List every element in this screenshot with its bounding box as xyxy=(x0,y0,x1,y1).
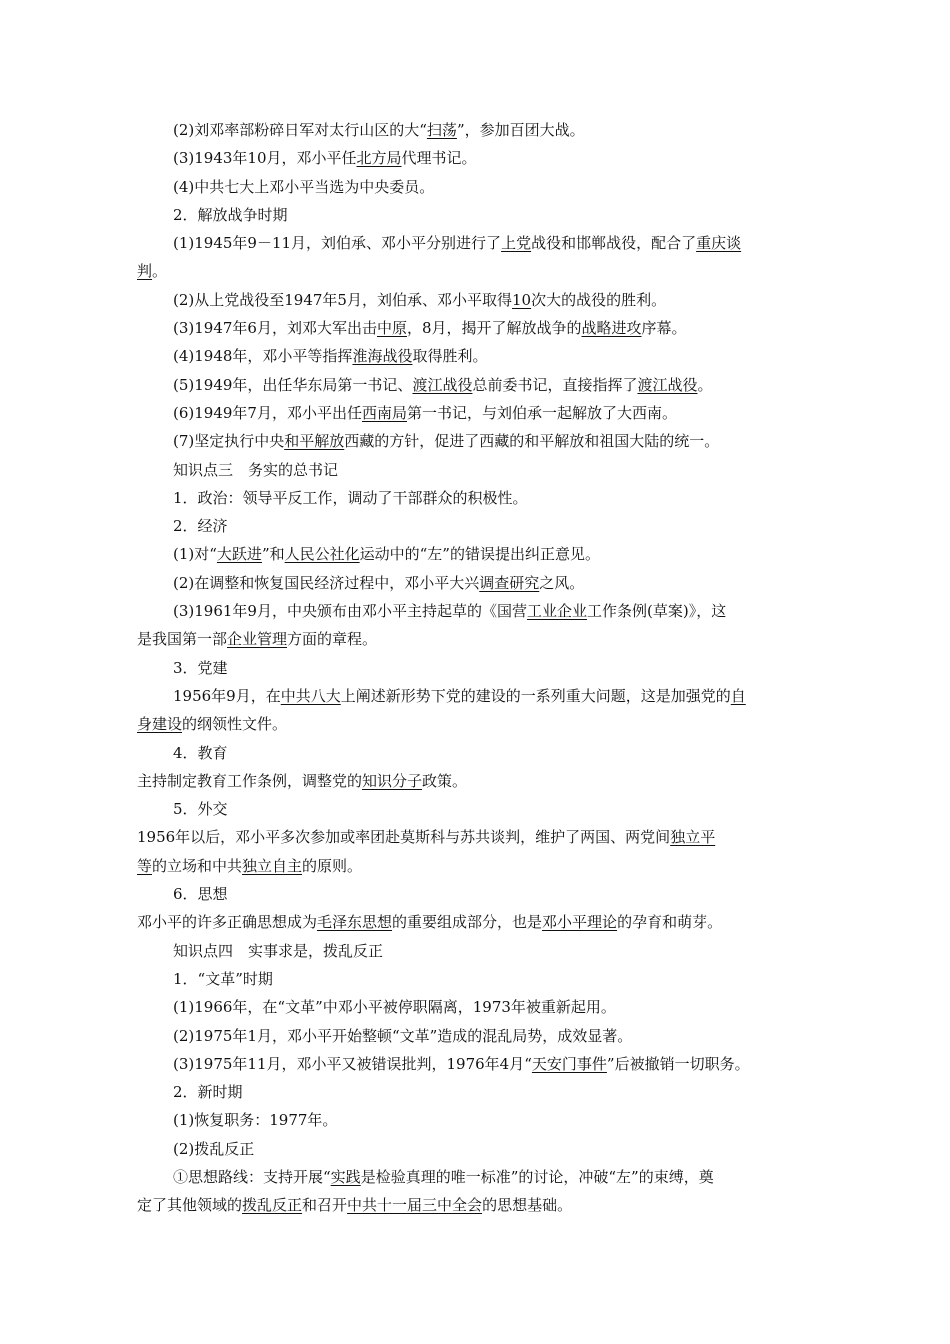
text-segment: 知识点四 实事求是，拨乱反正 xyxy=(173,941,384,960)
text-segment: 和召开 xyxy=(302,1196,348,1215)
text-segment: 运动中的“左”的错误提出纠正意见。 xyxy=(359,545,600,564)
underlined-answer: 实践 xyxy=(330,1167,361,1186)
text-segment: (1)1945年9－11月，刘伯承、邓小平分别进行了 xyxy=(173,234,502,253)
text-line xyxy=(137,569,827,597)
text-line xyxy=(137,993,827,1021)
text-line xyxy=(137,484,827,512)
text-segment: 定了其他领域的 xyxy=(137,1196,243,1215)
text-segment: 2．新时期 xyxy=(173,1083,243,1102)
text-segment: 5．外交 xyxy=(173,800,228,819)
underlined-answer: 扫荡 xyxy=(426,121,457,139)
text-segment: 。 xyxy=(697,375,713,394)
underlined-answer: 和平解放 xyxy=(284,432,345,451)
text-segment: ，8月，揭开了解放战争的 xyxy=(406,319,582,338)
underlined-answer: 渡江战役 xyxy=(412,375,473,394)
text-line xyxy=(137,173,827,201)
text-segment: 之风。 xyxy=(539,573,585,592)
text-segment: 。 xyxy=(152,262,168,281)
text-line xyxy=(137,314,827,342)
underlined-answer: 知识分子 xyxy=(362,771,423,790)
text-line xyxy=(137,342,827,370)
text-line xyxy=(137,1191,827,1219)
underlined-answer: 大跃进 xyxy=(216,545,262,564)
text-line xyxy=(137,597,827,625)
text-line xyxy=(137,739,827,767)
underlined-answer: 自 xyxy=(730,686,746,705)
text-segment: 的思想基础。 xyxy=(482,1196,573,1215)
text-line xyxy=(137,654,827,682)
text-segment: 工作条例(草案)》，这 xyxy=(586,602,727,621)
text-line xyxy=(137,908,827,936)
text-segment: (4)中共七大上邓小平当选为中央委员。 xyxy=(173,177,435,196)
text-segment: (5)1949年，出任华东局第一书记、 xyxy=(173,375,413,394)
document-body xyxy=(137,116,827,1220)
text-segment: (7)坚定执行中央 xyxy=(173,432,285,451)
underlined-answer: 邓小平理论 xyxy=(542,913,618,932)
underlined-answer: 毛泽东思想 xyxy=(317,913,393,932)
underlined-answer: 拨乱反正 xyxy=(242,1196,303,1215)
text-segment: (3)1947年6月，刘邓大军出击 xyxy=(173,319,377,338)
text-segment: 方面的章程。 xyxy=(287,630,378,649)
text-line xyxy=(137,880,827,908)
text-segment: ”和 xyxy=(261,545,285,564)
text-segment: 是检验真理的唯一标准”的讨论，冲破“左”的束缚，奠 xyxy=(360,1167,714,1186)
text-segment: (1)恢复职务：1977年。 xyxy=(173,1111,338,1130)
text-line xyxy=(137,1022,827,1050)
text-segment: (2)在调整和恢复国民经济过程中，邓小平大兴 xyxy=(173,573,480,592)
text-segment: 主持制定教育工作条例，调整党的 xyxy=(137,771,363,790)
text-segment: 战役和邯郸战役，配合了 xyxy=(531,234,697,253)
text-segment: 4．教育 xyxy=(173,743,228,762)
text-line xyxy=(137,257,827,285)
underlined-answer: 北方局 xyxy=(356,149,402,168)
text-segment: (4)1948年，邓小平等指挥 xyxy=(173,347,353,366)
underlined-answer: 重庆谈 xyxy=(696,234,742,253)
text-segment: 的纲领性文件。 xyxy=(182,715,288,734)
text-segment: 总前委书记，直接指挥了 xyxy=(472,375,638,394)
text-segment: (1)对“ xyxy=(173,545,217,564)
text-segment: 的原则。 xyxy=(302,856,363,875)
text-line xyxy=(137,427,827,455)
text-segment: 1．政治：领导平反工作，调动了干部群众的积极性。 xyxy=(173,488,528,507)
text-line xyxy=(137,201,827,229)
text-segment: (2)拨乱反正 xyxy=(173,1139,255,1158)
underlined-answer: 天安门事件 xyxy=(531,1054,607,1073)
text-line xyxy=(137,767,827,795)
text-segment: 序幕。 xyxy=(641,319,687,338)
text-line xyxy=(137,371,827,399)
text-segment: 1956年以后，邓小平多次参加或率团赴莫斯科与苏共谈判，维护了两国、两党间 xyxy=(137,828,671,847)
text-segment: (6)1949年7月，邓小平出任 xyxy=(173,403,362,422)
text-segment: 上阐述新形势下党的建设的一系列重大问题，这是加强党的 xyxy=(340,686,731,705)
underlined-answer: 身建设 xyxy=(137,715,183,734)
underlined-answer: 企业管理 xyxy=(227,630,288,649)
text-segment: (3)1943年10月，邓小平任 xyxy=(173,149,357,168)
text-line xyxy=(137,937,827,965)
text-segment: (3)1961年9月，中央颁布由邓小平主持起草的《国营 xyxy=(173,602,527,621)
text-segment: 是我国第一部 xyxy=(137,630,228,649)
underlined-answer: 渡江战役 xyxy=(637,375,698,394)
text-segment: 2．解放战争时期 xyxy=(173,205,288,224)
text-segment: ①思想路线：支持开展“ xyxy=(173,1167,331,1186)
underlined-answer: 中原 xyxy=(376,319,407,338)
text-segment: (1)1966年，在“文革”中邓小平被停职隔离，1973年被重新起用。 xyxy=(173,998,616,1017)
text-line xyxy=(137,540,827,568)
text-line xyxy=(137,965,827,993)
text-segment: 政策。 xyxy=(422,771,468,790)
text-segment: ”，参加百团大战。 xyxy=(456,121,585,139)
underlined-answer: 中共八大 xyxy=(280,686,341,705)
text-segment: (2)刘邓率部粉碎日军对太行山区的大“ xyxy=(173,121,427,139)
text-line xyxy=(137,852,827,880)
text-segment: (2)从上党战役至1947年5月，刘伯承、邓小平取得 xyxy=(173,290,512,309)
text-segment: 第一书记，与刘伯承一起解放了大西南。 xyxy=(406,403,677,422)
text-segment: 的重要组成部分，也是 xyxy=(392,913,543,932)
text-line xyxy=(137,399,827,427)
underlined-answer: 人民公社化 xyxy=(284,545,360,564)
underlined-answer: 调查研究 xyxy=(479,573,540,592)
text-line xyxy=(137,456,827,484)
text-line xyxy=(137,1078,827,1106)
text-segment: 知识点三 务实的总书记 xyxy=(173,460,339,479)
underlined-answer: 上党 xyxy=(501,234,532,253)
underlined-answer: 等 xyxy=(137,856,153,875)
text-segment: 3．党建 xyxy=(173,658,228,677)
text-segment: (3)1975年11月，邓小平又被错误批判，1976年4月“ xyxy=(173,1054,532,1073)
text-segment: 2．经济 xyxy=(173,517,228,536)
underlined-answer: 独立平 xyxy=(670,828,716,847)
text-segment: ”后被撤销一切职务。 xyxy=(606,1054,750,1073)
text-line xyxy=(137,625,827,653)
text-line xyxy=(137,512,827,540)
text-line xyxy=(137,682,827,710)
text-segment: 西藏的方针，促进了西藏的和平解放和祖国大陆的统一。 xyxy=(344,432,720,451)
text-line xyxy=(137,229,827,257)
text-line xyxy=(137,1163,827,1191)
text-line xyxy=(137,116,827,144)
text-segment: 次大的战役的胜利。 xyxy=(531,290,667,309)
underlined-answer: 淮海战役 xyxy=(352,347,413,366)
underlined-answer: 战略进攻 xyxy=(581,319,642,338)
text-line xyxy=(137,1050,827,1078)
text-line xyxy=(137,795,827,823)
text-line xyxy=(137,1135,827,1163)
text-segment: 1956年9月，在 xyxy=(173,686,281,705)
text-line xyxy=(137,286,827,314)
text-line xyxy=(137,710,827,738)
text-segment: 取得胜利。 xyxy=(412,347,488,366)
text-segment: 的孕育和萌芽。 xyxy=(617,913,723,932)
text-segment: 的立场和中共 xyxy=(152,856,243,875)
text-line xyxy=(137,144,827,172)
underlined-answer: 工业企业 xyxy=(526,602,587,621)
underlined-answer: 判 xyxy=(137,262,153,281)
text-segment: 1．“文革”时期 xyxy=(173,969,273,988)
underlined-answer: 中共十一届三中全会 xyxy=(347,1196,483,1215)
underlined-answer: 独立自主 xyxy=(242,856,303,875)
text-line xyxy=(137,823,827,851)
text-segment: 6．思想 xyxy=(173,885,228,904)
text-line xyxy=(137,1106,827,1134)
underlined-answer: 10 xyxy=(511,290,532,309)
text-segment: 代理书记。 xyxy=(401,149,477,168)
underlined-answer: 西南局 xyxy=(361,403,407,422)
text-segment: 邓小平的许多正确思想成为 xyxy=(137,913,318,932)
text-segment: (2)1975年1月，邓小平开始整顿“文革”造成的混乱局势，成效显著。 xyxy=(173,1026,633,1045)
